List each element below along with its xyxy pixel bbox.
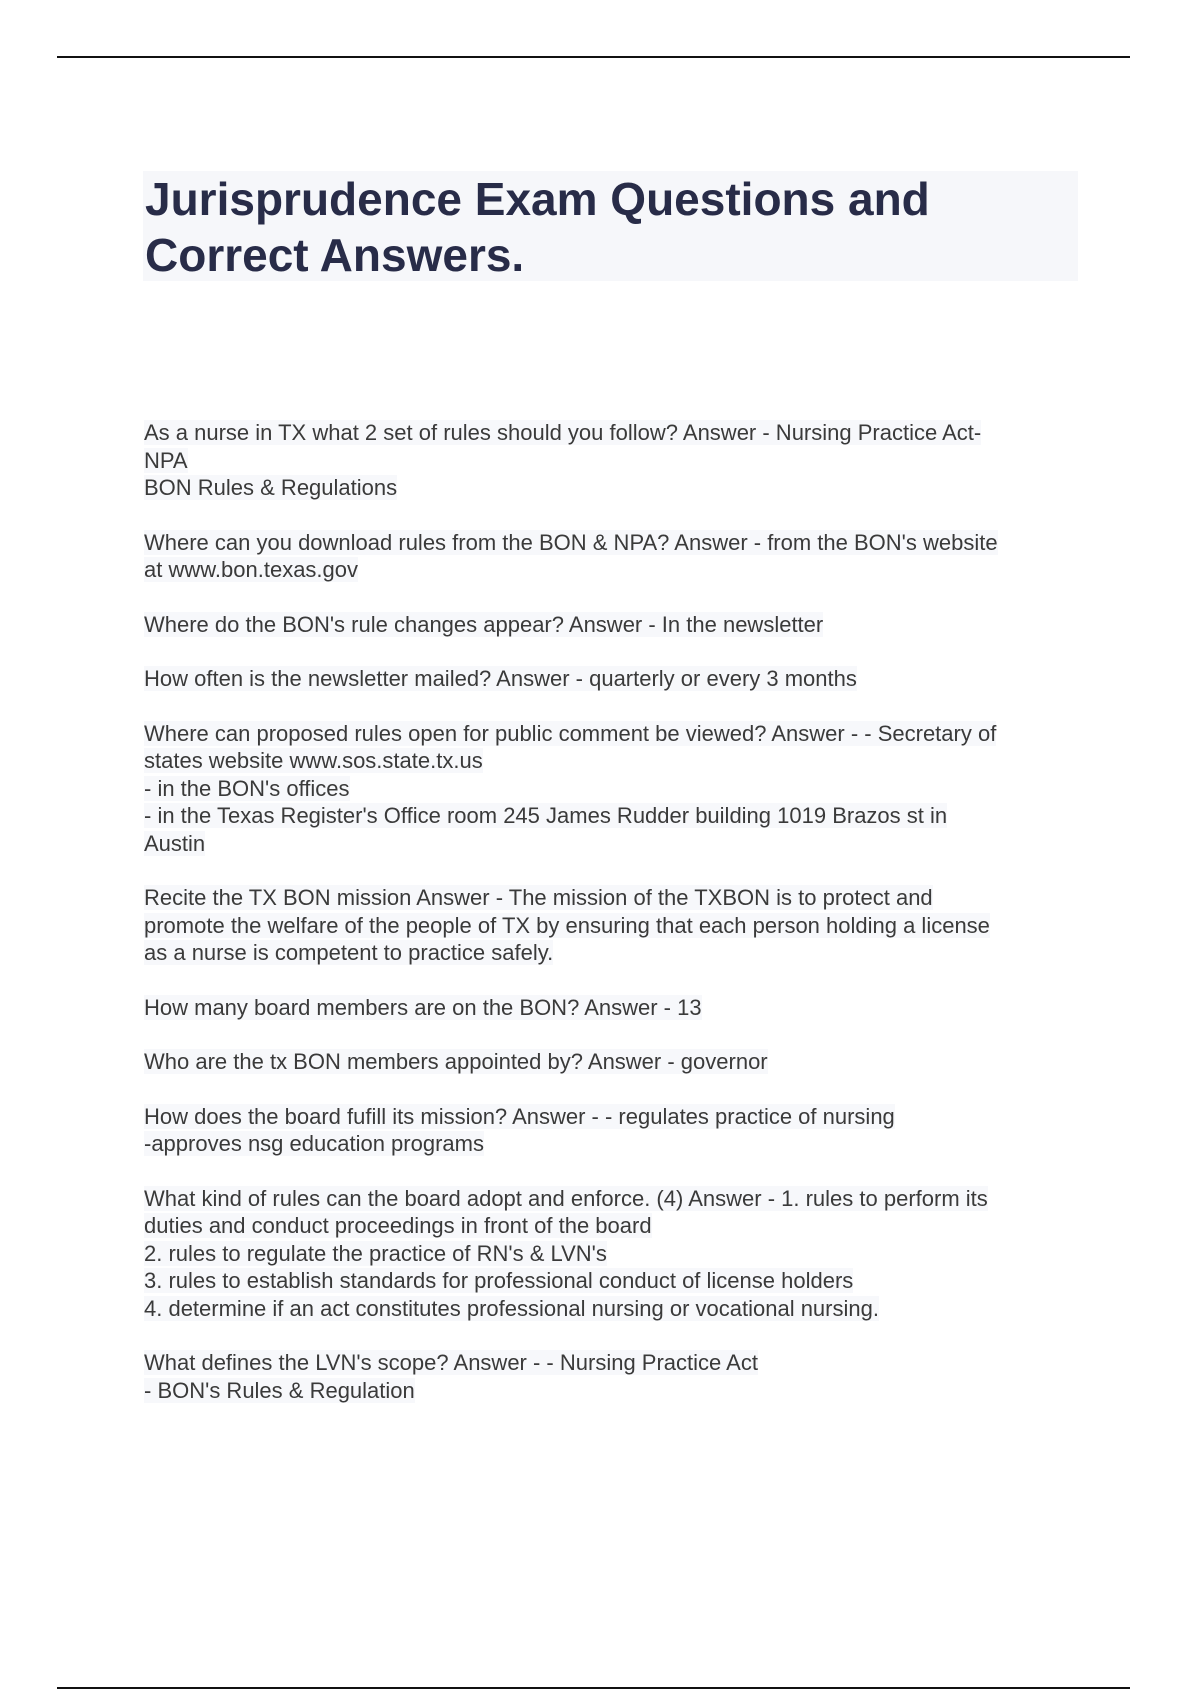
qa-line [144,1349,1104,1377]
qa-line-text: BON Rules & Regulations [144,475,398,500]
qa-line [144,665,1104,693]
qa-line-text: How does the board fufill its mission? Answer - - regulates practice of nursing [144,1103,895,1129]
qa-line-text: 3. rules to establish standards for professional conduct of license holders [144,1268,854,1293]
qa-line [144,1267,1104,1295]
qa-line [144,1377,1104,1405]
qa-line [144,1130,1104,1158]
qa-item [144,529,1104,584]
qa-line-text: Austin [144,830,206,856]
title-line: Correct Answers. [145,229,525,281]
qa-line-text: 4. determine if an act constitutes professional nursing or vocational nursing. [144,1295,879,1321]
qa-line-text: - in the BON's offices [144,775,350,801]
qa-line-text: How often is the newsletter mailed? Answer - quarterly or every 3 months [144,666,857,691]
qa-line [144,556,1104,584]
qa-line-text: What defines the LVN's scope? Answer - - Nursing Practice Act [144,1350,758,1375]
qa-line-text: Where do the BON's rule changes appear? Answer - In the newsletter [144,611,824,637]
qa-line [144,802,1104,830]
qa-item [144,994,1104,1022]
qa-item [144,1349,1104,1404]
qa-line-text: How many board members are on the BON? Answer - 13 [144,994,702,1020]
qa-line [144,720,1104,748]
qa-item [144,1048,1104,1076]
top-rule [57,56,1130,58]
qa-line [144,1240,1104,1268]
qa-line [144,1185,1104,1213]
qa-line [144,884,1104,912]
qa-line-text: duties and conduct proceedings in front of the board [144,1213,652,1238]
qa-line-text: -approves nsg education programs [144,1131,484,1156]
qa-line-text: 2. rules to regulate the practice of RN's & LVN's [144,1240,607,1266]
qa-item [144,665,1104,693]
title-line: Jurisprudence Exam Questions and [145,173,930,225]
qa-line [144,994,1104,1022]
qa-line-text: promote the welfare of the people of TX by ensuring that each person holding a license [144,912,990,938]
qa-line [144,830,1104,858]
qa-line-text: Who are the tx BON members appointed by? Answer - governor [144,1049,768,1074]
qa-line-text: What kind of rules can the board adopt and enforce. (4) Answer - 1. rules to perform its [144,1185,988,1211]
qa-line-text: - in the Texas Register's Office room 245 James Rudder building 1019 Brazos st in [144,803,948,828]
qa-line-text: Recite the TX BON mission Answer - The mission of the TXBON is to protect and [144,885,933,910]
qa-line [144,1212,1104,1240]
qa-line-text: Where can you download rules from the BON & NPA? Answer - from the BON's website [144,529,998,555]
qa-line [144,747,1104,775]
qa-list [144,419,1104,1431]
qa-line [144,419,1104,447]
document-title [143,171,1078,281]
qa-line [144,1048,1104,1076]
qa-item [144,611,1104,639]
qa-line [144,529,1104,557]
qa-line-text: NPA [144,447,188,473]
qa-item [144,419,1104,502]
qa-line [144,474,1104,502]
qa-line [144,1103,1104,1131]
qa-line [144,775,1104,803]
qa-line-text: As a nurse in TX what 2 set of rules should you follow? Answer - Nursing Practice Act- [144,420,982,445]
qa-line [144,939,1104,967]
qa-line [144,912,1104,940]
qa-item [144,720,1104,858]
qa-item [144,1185,1104,1323]
bottom-rule [57,1687,1130,1689]
qa-line-text: as a nurse is competent to practice safely. [144,940,554,965]
qa-line-text: states website www.sos.state.tx.us [144,748,483,773]
qa-line-text: at www.bon.texas.gov [144,557,359,582]
qa-line-text: - BON's Rules & Regulation [144,1377,415,1403]
qa-line [144,1295,1104,1323]
qa-item [144,1103,1104,1158]
qa-line [144,447,1104,475]
qa-line [144,611,1104,639]
qa-line-text: Where can proposed rules open for public comment be viewed? Answer - - Secretary of [144,720,997,746]
qa-item [144,884,1104,967]
